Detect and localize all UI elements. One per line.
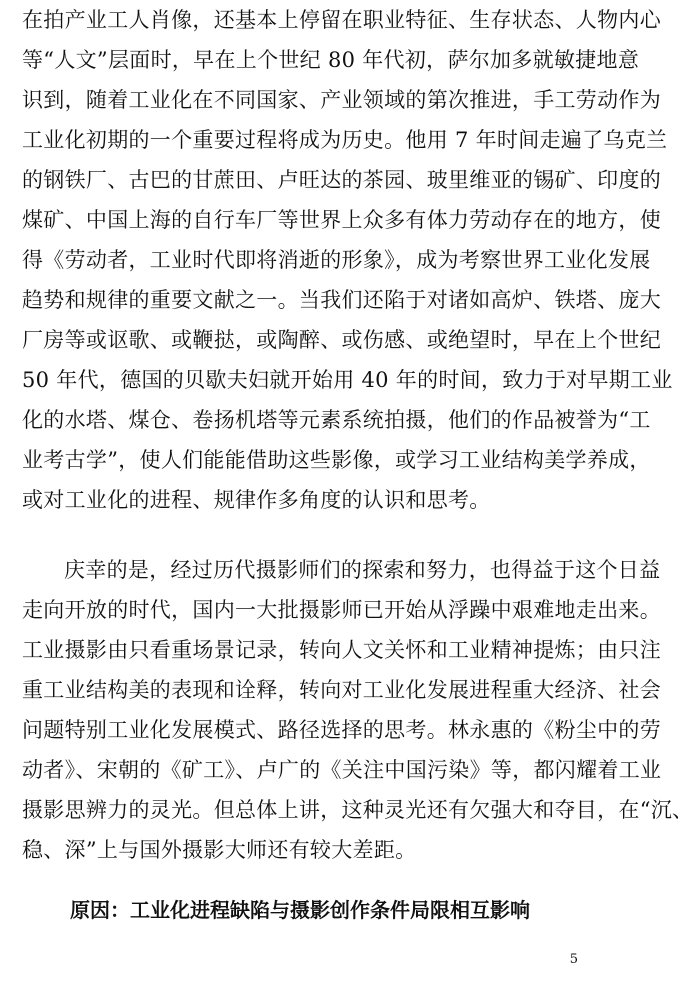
- paragraph-1-line-1: 在拍产业工人肖像，还基本上停留在职业特征、生存状态、人物内心: [22, 8, 661, 32]
- page-number: 5: [569, 952, 578, 967]
- paragraph-1-line-13: 或对工业化的进程、规律作多角度的认识和思考。: [22, 488, 491, 512]
- paragraph-2-line-8: 稳、深”上与国外摄影大师还有较大差距。: [22, 838, 417, 862]
- paragraph-1-line-9: 厂房等或讴歌、或鞭挞，或陶醉、或伤感、或绝望时，早在上个世纪: [22, 328, 661, 352]
- paragraph-1-line-2: 等“人文”层面时，早在上个世纪 80 年代初，萨尔加多就敏捷地意: [22, 48, 640, 72]
- paragraph-1-line-7: 得《劳动者，工业时代即将消逝的形象》，成为考察世界工业化发展: [22, 248, 651, 272]
- paragraph-2-line-2: 走向开放的时代，国内一大批摄影师已开始从浮躁中艰难地走出来。: [22, 598, 661, 622]
- paragraph-2-line-4: 重工业结构美的表现和诠释，转向对工业化发展进程重大经济、社会: [22, 678, 661, 702]
- paragraph-2-line-6: 动者》、宋朝的《矿工》、卢广的《关注中国污染》等，都闪耀着工业: [22, 758, 662, 782]
- paragraph-1-line-12: 业考古学”，使人们能能借助这些影像，或学习工业结构美学养成，: [22, 448, 651, 472]
- paragraph-1-line-3: 识到，随着工业化在不同国家、产业领域的第次推进，手工劳动作为: [22, 88, 661, 112]
- paragraph-2-line-3: 工业摄影由只看重场景记录，转向人文关怀和工业精神提炼；由只注: [22, 638, 661, 662]
- paragraph-1-line-6: 煤矿、中国上海的自行车厂等世界上众多有体力劳动存在的地方，使: [22, 208, 661, 232]
- paragraph-2-line-7: 摄影思辨力的灵光。但总体上讲，这种灵光还有欠强大和夺目，在“沉、: [22, 798, 693, 822]
- paragraph-1-line-11: 化的水塔、煤仓、卷扬机塔等元素系统拍摄，他们的作品被誉为“工: [22, 408, 651, 432]
- paragraph-1-line-8: 趋势和规律的重要文献之一。当我们还陷于对诸如高炉、铁塔、庞大: [22, 288, 661, 312]
- paragraph-2-line-5: 问题特别工业化发展模式、路径选择的思考。林永惠的《粉尘中的劳: [22, 718, 661, 742]
- paragraph-1-line-10: 50 年代，德国的贝歇夫妇就开始用 40 年的时间，致力于对早期工业: [22, 368, 673, 392]
- paragraph-1-line-4: 工业化初期的一个重要过程将成为历史。他用 7 年时间走遍了乌克兰: [22, 128, 668, 152]
- paragraph-2-line-1: 庆幸的是，经过历代摄影师们的探索和努力，也得益于这个日益: [64, 558, 661, 582]
- section-heading: 原因：工业化进程缺陷与摄影创作条件局限相互影响: [70, 898, 530, 922]
- paragraph-1-line-5: 的钢铁厂、古巴的甘蔗田、卢旺达的茶园、玻里维亚的锡矿、印度的: [22, 168, 661, 192]
